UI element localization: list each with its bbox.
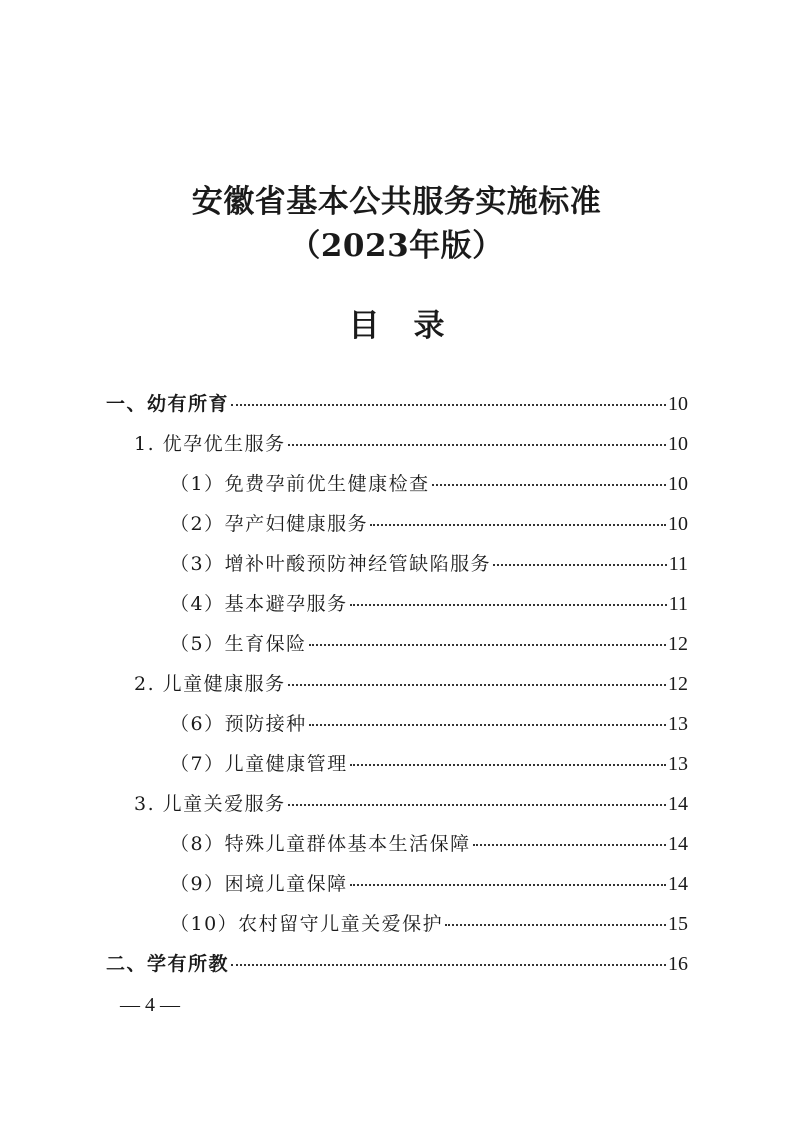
toc-leader-dots [493,564,667,566]
toc-entry-label: （10）农村留守儿童关爱保护 [170,913,444,935]
toc-entry-label: （9）困境儿童保障 [170,873,348,895]
toc-entry-label: （5）生育保险 [170,633,307,655]
toc-entry[interactable] [170,624,688,664]
toc-entry-page: 16 [668,953,688,975]
toc-entry-page: 11 [668,593,688,615]
toc-entry-label: （4）基本避孕服务 [170,593,348,615]
toc-entry[interactable] [134,664,688,704]
toc-leader-dots [288,444,666,446]
toc-entry-page: 12 [668,673,688,695]
toc-entry-page: 13 [668,713,688,735]
toc-entry-label: 一、幼有所育 [106,393,230,415]
toc-entry[interactable] [170,864,688,904]
toc-leader-dots [309,644,666,646]
toc-leader-dots [473,844,666,846]
toc-leader-dots [432,484,666,486]
toc-entry-label: （2）孕产妇健康服务 [170,513,369,535]
toc-entry[interactable] [170,504,688,544]
toc-entry-label: 2. 儿童健康服务 [134,673,286,695]
toc-leader-dots [309,724,666,726]
toc-entry-label: 3. 儿童关爱服务 [134,793,286,815]
toc-leader-dots [231,404,666,406]
toc-entry[interactable] [134,784,688,824]
toc-entry-page: 14 [668,873,688,895]
toc-leader-dots [445,924,666,926]
toc-leader-dots [231,964,666,966]
toc-entry-page: 15 [668,913,688,935]
toc-entry[interactable] [170,704,688,744]
toc-entry[interactable] [170,584,688,624]
toc-entry-page: 10 [668,393,688,415]
toc-entry[interactable] [170,544,688,584]
toc-entry[interactable] [106,384,688,424]
toc-entry-label: （3）增补叶酸预防神经管缺陷服务 [170,553,492,575]
toc-entry[interactable] [170,824,688,864]
toc-leader-dots [370,524,666,526]
toc-leader-dots [350,604,667,606]
toc-entry-page: 13 [668,753,688,775]
toc-entry-page: 11 [668,553,688,575]
toc-leader-dots [350,884,666,886]
toc-entry[interactable] [134,424,688,464]
toc-leader-dots [288,684,666,686]
toc-entry-page: 10 [668,433,688,455]
document-title: 安徽省基本公共服务实施标准 [191,184,602,220]
toc-entry[interactable] [170,744,688,784]
page-number: — 4 — [120,994,180,1016]
toc-entry[interactable] [170,904,688,944]
toc-entry-label: 二、学有所教 [106,953,230,975]
toc-entry-page: 14 [668,793,688,815]
toc-leader-dots [288,804,666,806]
toc-entry-page: 10 [668,513,688,535]
toc-leader-dots [350,764,666,766]
document-subtitle: （2023年版） [289,228,504,264]
toc-entry-label: （6）预防接种 [170,713,307,735]
toc-entry-label: 1. 优孕优生服务 [134,433,286,455]
toc-entry-label: （8）特殊儿童群体基本生活保障 [170,833,471,855]
toc-entry[interactable] [106,944,688,984]
toc-entry-page: 10 [668,473,688,495]
toc-entry-label: （1）免费孕前优生健康检查 [170,473,430,495]
toc-entry-label: （7）儿童健康管理 [170,753,348,775]
toc-entry[interactable] [170,464,688,504]
toc-heading: 目录 [348,308,479,344]
toc-entry-page: 12 [668,633,688,655]
toc-entry-page: 14 [668,833,688,855]
